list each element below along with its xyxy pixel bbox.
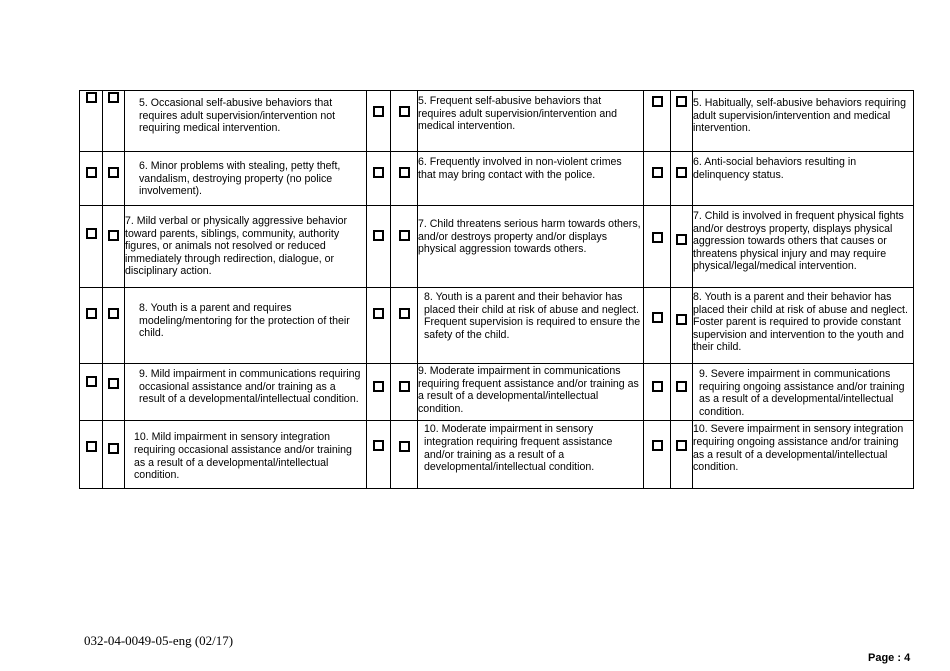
checkbox-cell[interactable]: [391, 206, 418, 288]
checkbox[interactable]: [676, 314, 687, 325]
checkbox[interactable]: [108, 167, 119, 178]
checkbox[interactable]: [676, 96, 687, 107]
criteria-medium: 7. Child threatens serious harm towards others, and/or destroys property and/or displays physical aggression towards others.: [418, 206, 644, 288]
checkbox[interactable]: [108, 308, 119, 319]
criteria-medium: 10. Moderate impairment in sensory integration requiring frequent assistance and/or training as a result of a developmental/intellectual condition.: [418, 421, 644, 489]
checkbox-cell[interactable]: [391, 421, 418, 489]
checkbox[interactable]: [652, 96, 663, 107]
table-row: [80, 288, 914, 364]
checkbox-cell[interactable]: [367, 91, 391, 152]
checkbox-cell[interactable]: [671, 206, 693, 288]
checkbox[interactable]: [108, 443, 119, 454]
criteria-low: 10. Mild impairment in sensory integration requiring occasional assistance and/or training as a result of a developmental/intellectual condition.: [125, 421, 367, 489]
checkbox[interactable]: [86, 167, 97, 178]
checkbox-cell[interactable]: [103, 152, 125, 206]
checkbox-cell[interactable]: [644, 91, 671, 152]
checkbox-cell[interactable]: [391, 152, 418, 206]
table-row: [80, 364, 914, 421]
checkbox[interactable]: [399, 381, 410, 392]
table-row: [80, 421, 914, 489]
criteria-low: 7. Mild verbal or physically aggressive behavior toward parents, siblings, community, authority figures, or animals not resolved or reduced immediately through redirection, dialogue, or disciplinary action.: [125, 206, 367, 288]
checkbox-cell[interactable]: [671, 288, 693, 364]
criteria-high: 8. Youth is a parent and their behavior has placed their child at risk of abuse and neglect. Foster parent is required to provide constant supervision and intervention to the youth and their child.: [693, 288, 914, 364]
checkbox[interactable]: [399, 230, 410, 241]
criteria-high: 10. Severe impairment in sensory integration requiring ongoing assistance and/or training as a result of a developmental/intellectual condition.: [693, 421, 914, 489]
criteria-low: 5. Occasional self-abusive behaviors that requires adult supervision/intervention not requiring medical intervention.: [125, 91, 367, 152]
checkbox-cell[interactable]: [671, 91, 693, 152]
checkbox[interactable]: [373, 381, 384, 392]
checkbox[interactable]: [86, 308, 97, 319]
checkbox[interactable]: [373, 308, 384, 319]
checkbox-cell[interactable]: [103, 206, 125, 288]
checkbox-cell[interactable]: [103, 421, 125, 489]
checkbox-cell[interactable]: [644, 206, 671, 288]
checkbox-cell[interactable]: [391, 288, 418, 364]
criteria-medium: 6. Frequently involved in non-violent crimes that may bring contact with the police.: [418, 152, 644, 206]
checkbox-cell[interactable]: [644, 421, 671, 489]
checkbox-cell[interactable]: [367, 364, 391, 421]
checkbox[interactable]: [373, 106, 384, 117]
checkbox[interactable]: [86, 92, 97, 103]
page-number: Page : 4: [868, 652, 911, 664]
checkbox-cell[interactable]: [367, 206, 391, 288]
checkbox-cell[interactable]: [644, 152, 671, 206]
checkbox-cell[interactable]: [80, 288, 103, 364]
checkbox[interactable]: [652, 167, 663, 178]
checkbox[interactable]: [108, 92, 119, 103]
checkbox[interactable]: [399, 441, 410, 452]
checkbox[interactable]: [373, 440, 384, 451]
checkbox-cell[interactable]: [80, 364, 103, 421]
checkbox-cell[interactable]: [391, 364, 418, 421]
checkbox[interactable]: [86, 228, 97, 239]
checkbox[interactable]: [399, 167, 410, 178]
checkbox-cell[interactable]: [103, 288, 125, 364]
assessment-table: [79, 90, 914, 489]
checkbox[interactable]: [108, 378, 119, 389]
checkbox[interactable]: [86, 376, 97, 387]
checkbox-cell[interactable]: [671, 152, 693, 206]
table-row: [80, 206, 914, 288]
criteria-medium: 5. Frequent self-abusive behaviors that requires adult supervision/intervention and medical intervention.: [418, 91, 644, 152]
checkbox-cell[interactable]: [80, 152, 103, 206]
form-code: 032-04-0049-05-eng (02/17): [84, 633, 234, 648]
criteria-low: 8. Youth is a parent and requires modeling/mentoring for the protection of their child.: [125, 288, 367, 364]
criteria-low: 6. Minor problems with stealing, petty theft, vandalism, destroying property (no police involvement).: [125, 152, 367, 206]
criteria-medium: 9. Moderate impairment in communications requiring frequent assistance and/or training as a result of a developmental/intellectual condition.: [418, 364, 644, 421]
checkbox-cell[interactable]: [367, 421, 391, 489]
checkbox[interactable]: [399, 308, 410, 319]
checkbox[interactable]: [373, 230, 384, 241]
criteria-high: 7. Child is involved in frequent physical fights and/or destroys property, displays physical aggression towards others that causes or threatens physical injury and may require physical/legal/medical intervention.: [693, 206, 914, 288]
checkbox[interactable]: [652, 440, 663, 451]
checkbox[interactable]: [652, 381, 663, 392]
checkbox-cell[interactable]: [103, 91, 125, 152]
criteria-low: 9. Mild impairment in communications requiring occasional assistance and/or training as a result of a developmental/intellectual condition.: [125, 364, 367, 421]
checkbox[interactable]: [676, 381, 687, 392]
checkbox-cell[interactable]: [80, 421, 103, 489]
checkbox-cell[interactable]: [671, 421, 693, 489]
checkbox[interactable]: [652, 232, 663, 243]
checkbox-cell[interactable]: [644, 364, 671, 421]
checkbox-cell[interactable]: [80, 91, 103, 152]
checkbox[interactable]: [676, 234, 687, 245]
checkbox[interactable]: [652, 312, 663, 323]
checkbox-cell[interactable]: [367, 152, 391, 206]
checkbox-cell[interactable]: [391, 91, 418, 152]
checkbox-cell[interactable]: [644, 288, 671, 364]
checkbox[interactable]: [399, 106, 410, 117]
checkbox[interactable]: [373, 167, 384, 178]
table-row: [80, 152, 914, 206]
criteria-high: 5. Habitually, self-abusive behaviors requiring adult supervision/intervention and medical intervention.: [693, 91, 914, 152]
checkbox-cell[interactable]: [367, 288, 391, 364]
criteria-medium: 8. Youth is a parent and their behavior has placed their child at risk of abuse and neglect. Frequent supervision is required to ensure the safety of the child.: [418, 288, 644, 364]
checkbox[interactable]: [676, 440, 687, 451]
table-row: [80, 91, 914, 152]
checkbox[interactable]: [86, 441, 97, 452]
criteria-high: 9. Severe impairment in communications requiring ongoing assistance and/or training as a result of a developmental/intellectual condition.: [693, 364, 914, 421]
checkbox-cell[interactable]: [103, 364, 125, 421]
checkbox-cell[interactable]: [80, 206, 103, 288]
criteria-high: 6. Anti-social behaviors resulting in delinquency status.: [693, 152, 914, 206]
checkbox[interactable]: [108, 230, 119, 241]
checkbox-cell[interactable]: [671, 364, 693, 421]
checkbox[interactable]: [676, 167, 687, 178]
